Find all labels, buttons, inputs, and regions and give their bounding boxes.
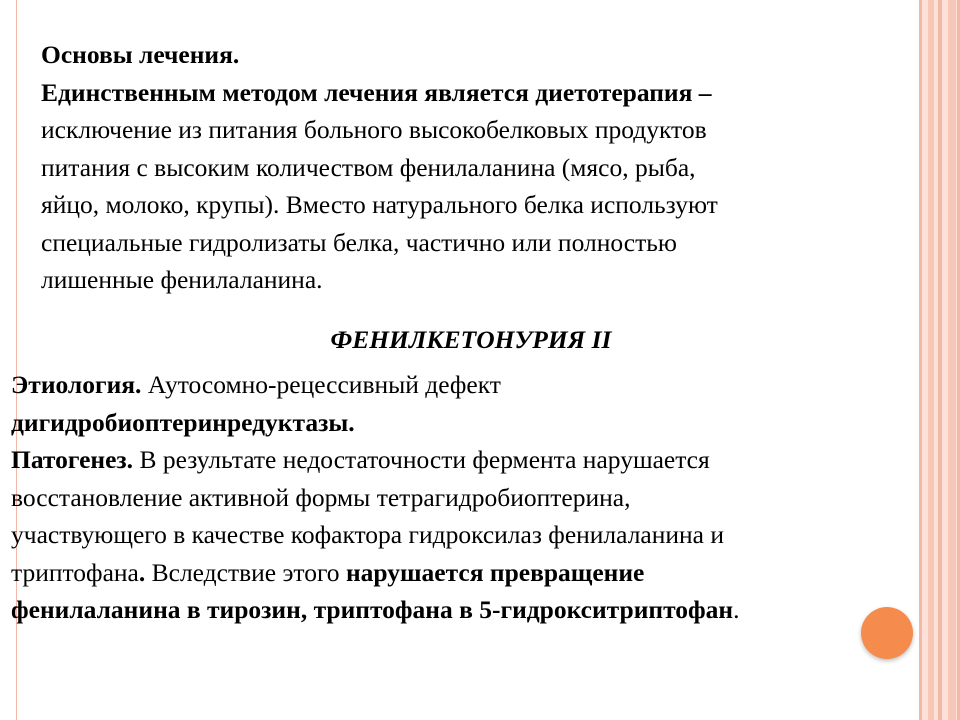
pathogenesis-end: . — [733, 595, 740, 624]
pathogenesis-line — [11, 591, 739, 629]
decorative-stripes — [920, 0, 960, 720]
stripe — [920, 0, 922, 720]
pathogenesis-emphasis: фенилаланина в тирозин, триптофана в 5-гидрокситриптофан — [11, 595, 734, 624]
treatment-line: специальные гидролизаты белка, частично или полностью — [41, 227, 677, 257]
pku2-section — [11, 366, 739, 629]
treatment-line: лишенные фенилаланина. — [41, 265, 323, 294]
etiology-line — [11, 366, 739, 404]
treatment-line: яйцо, молоко, крупы). Вместо натурального белка используют — [41, 190, 718, 219]
pathogenesis-line — [11, 554, 739, 592]
pathogenesis-label: Патогенез. — [11, 445, 134, 474]
pathogenesis-text: Вследствие этого — [145, 557, 346, 587]
etiology-enzyme-line — [11, 404, 739, 442]
treatment-line: питания с высоким количеством фенилаланина (мясо, рыба, — [41, 152, 696, 182]
section-heading: ФЕНИЛКЕТОНУРИЯ II — [330, 325, 612, 354]
stripe — [938, 0, 942, 720]
pathogenesis-dot: . — [138, 557, 146, 587]
stripe — [948, 0, 956, 720]
etiology-enzyme: дигидробиоптеринредуктазы. — [11, 407, 355, 437]
treatment-lead: Единственным методом лечения является диетотерапия – — [41, 77, 712, 107]
pathogenesis-text: В результате недостаточности фермента нарушается — [133, 445, 710, 474]
treatment-section — [41, 36, 718, 299]
pathogenesis-line: участвующего в качестве кофактора гидроксилаз фенилаланина и — [11, 520, 725, 549]
treatment-line: исключение из питания больного высокобелковых продуктов — [41, 115, 707, 144]
etiology-label: Этиология. — [11, 370, 142, 399]
pathogenesis-text: триптофана — [11, 557, 139, 587]
treatment-title: Основы лечения. — [41, 40, 240, 69]
pathogenesis-line: восстановление активной формы тетрагидробиоптерина, — [11, 482, 631, 512]
pathogenesis-emphasis: нарушается превращение — [345, 557, 645, 587]
etiology-text: Аутосомно-рецессивный дефект — [141, 370, 501, 399]
stripe — [928, 0, 934, 720]
pathogenesis-line — [11, 441, 739, 479]
slide-nav-dot — [861, 607, 913, 659]
